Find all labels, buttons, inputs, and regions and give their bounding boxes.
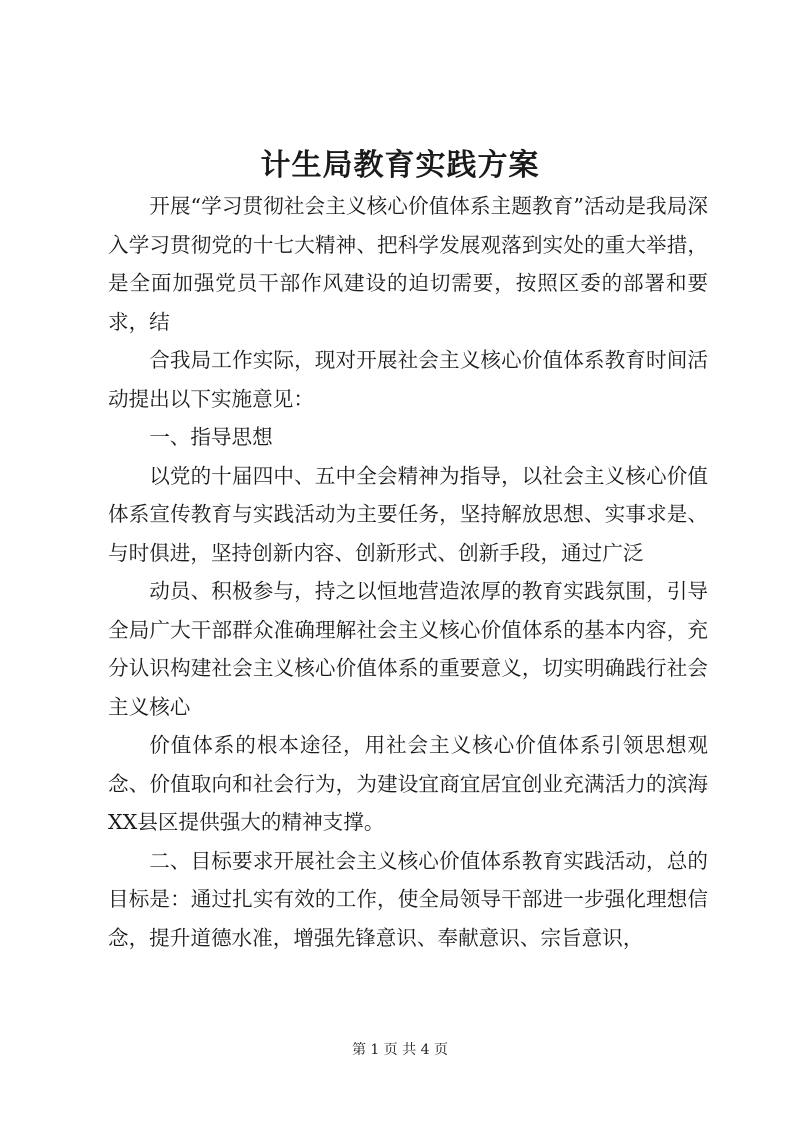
paragraph-4: 动员、积极参与，持之以恒地营造浓厚的教育实践氛围，引导全局广大干部群众准确理解社会主义核心价值体系的基本内容，充分认识构建社会主义核心价值体系的重要意义，切实明确践行社会主义核心: [108, 579, 708, 719]
paragraph-2: 合我局工作实际，现对开展社会主义核心价值体系教育时间活动提出以下实施意见：: [108, 348, 708, 411]
paragraph-1: 开展“学习贯彻社会主义核心价值体系主题教育”活动是我局深入学习贯彻党的十七大精神、把科学发展观落到实处的重大举措，是全面加强党员干部作风建设的迫切需要，按照区委的部署和要求，结: [108, 194, 708, 334]
document-title: 计生局教育实践方案: [260, 148, 540, 183]
paragraph-5: 价值体系的根本途径，用社会主义核心价值体系引领思想观念、价值取向和社会行为，为建设宜商宜居宜创业充满活力的滨海XX县区提供强大的精神支撑。: [108, 733, 708, 834]
page-number-footer: 第 1 页 共 4 页: [351, 1042, 449, 1058]
paragraph-3: 以党的十届四中、五中全会精神为指导，以社会主义核心价值体系宣传教育与实践活动为主要任务，坚持解放思想、实事求是、与时俱进，坚持创新内容、创新形式、创新手段，通过广泛: [108, 463, 708, 565]
section-heading-guiding-ideology: 一、指导思想: [149, 425, 273, 449]
paragraph-6: 二、目标要求开展社会主义核心价值体系教育实践活动，总的目标是：通过扎实有效的工作，使全局领导干部进一步强化理想信念，提升道德水准，增强先锋意识、奉献意识、宗旨意识，: [108, 848, 708, 950]
document-body: [108, 187, 708, 957]
